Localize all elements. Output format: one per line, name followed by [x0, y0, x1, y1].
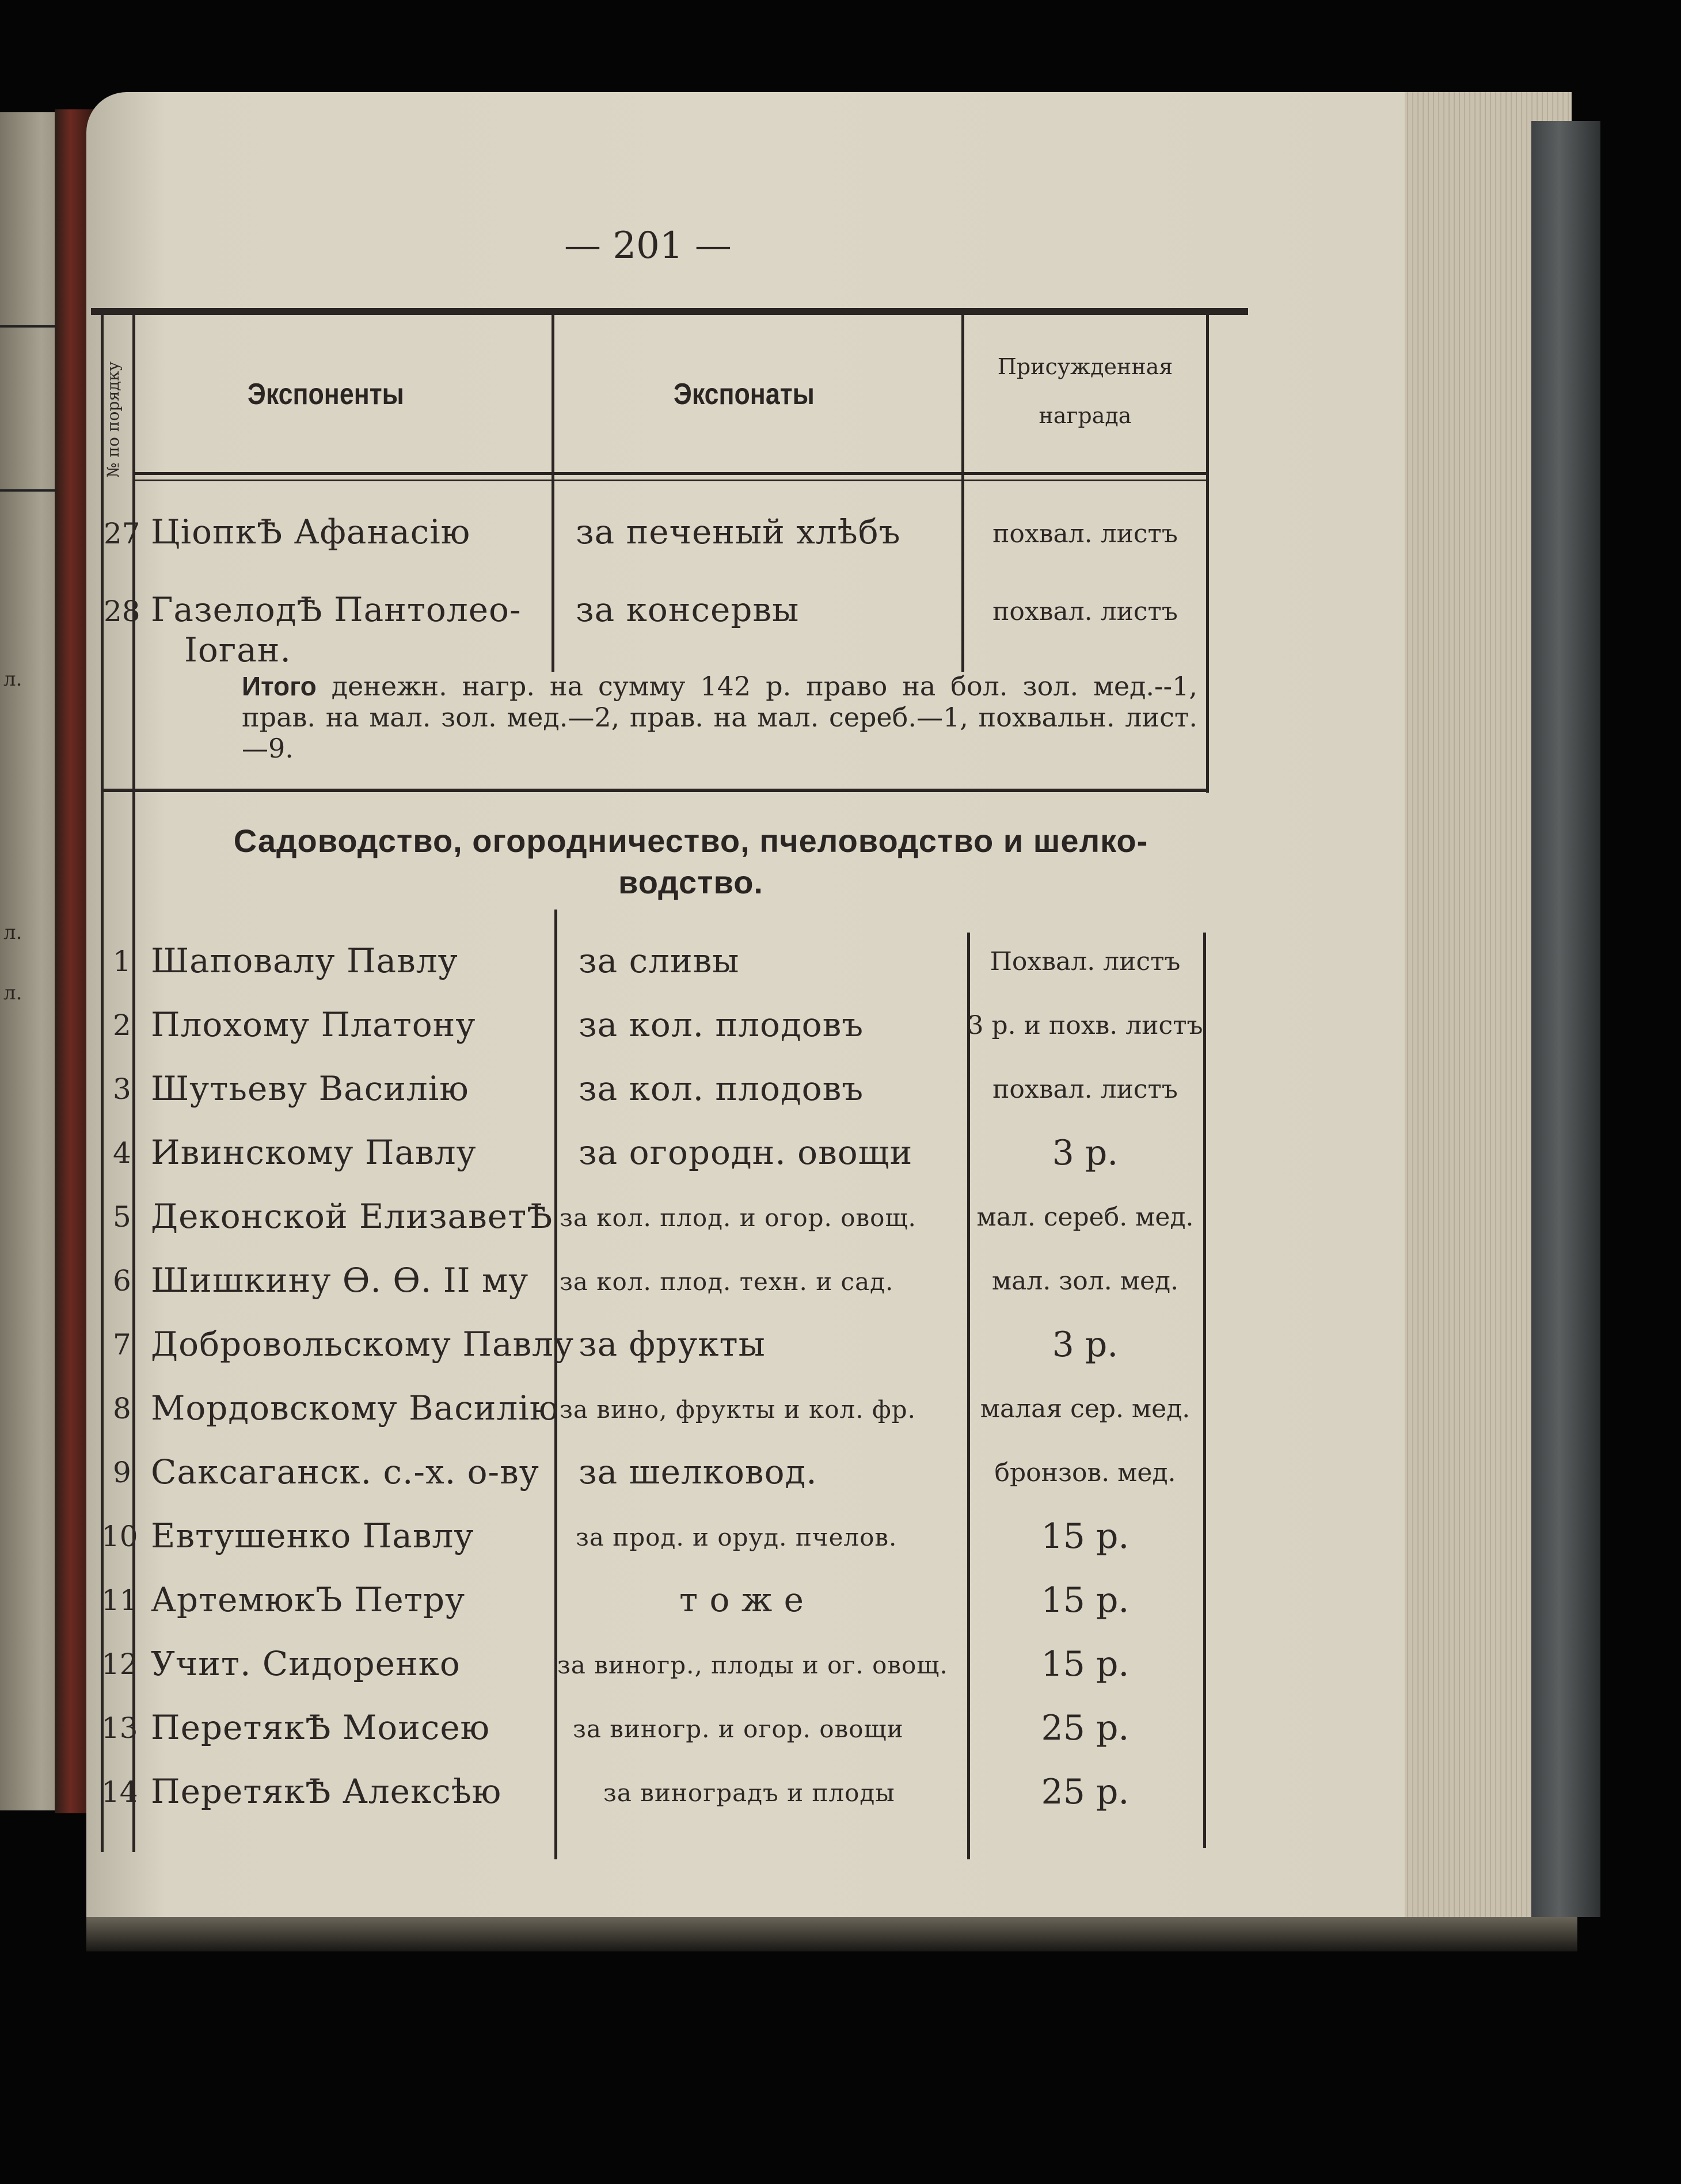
exhibit: за шелковод. [579, 1452, 817, 1491]
row-number: 3 [113, 1072, 131, 1106]
exhibitor-name: Евтушенко Павлу [151, 1516, 474, 1555]
table-row [0, 1325, 1209, 1382]
left-page-fragment: л. [3, 668, 22, 691]
row-number: 27 [104, 517, 140, 550]
table-row [0, 1516, 1209, 1574]
award: малая сер. мед. [980, 1394, 1191, 1424]
exhibit: за огородн. овощи [579, 1133, 913, 1172]
exhibit: за консервы [576, 590, 800, 629]
exhibitor-name: ГазелодѢ Пантолео- [151, 590, 522, 629]
exhibitor-name-continued: Іоган. [184, 630, 291, 669]
row-number: 13 [101, 1711, 138, 1745]
row-number: 10 [101, 1520, 138, 1553]
exhibitor-name: Добровольскому Павлу [151, 1325, 575, 1364]
table-row [0, 1388, 1209, 1446]
section-title-line2: водство. [618, 864, 763, 900]
table-row [0, 590, 1209, 671]
table-row [0, 1005, 1209, 1063]
table-row [0, 1452, 1209, 1510]
award: 3 р. и похв. листъ [967, 1011, 1203, 1040]
exhibit: за сливы [579, 941, 740, 980]
exhibitor-name: ЦіопкѢ Афанасію [151, 512, 471, 551]
table-row [0, 1580, 1209, 1638]
row-number: 4 [113, 1136, 131, 1170]
book-cover [1531, 121, 1600, 1917]
column-header-exhibitors: Экспоненты [248, 378, 404, 411]
row-number: 12 [101, 1647, 138, 1681]
exhibitor-name: ПеретякѢ Алексѣю [151, 1772, 502, 1811]
column-header-exhibits: Экспонаты [674, 378, 815, 411]
table-row [0, 1197, 1209, 1254]
exhibitor-name: Саксаганск. с.-х. о-ву [151, 1452, 539, 1491]
exhibit: за прод. и оруд. пчелов. [576, 1523, 897, 1551]
row-number: 2 [113, 1009, 131, 1042]
column-header-number: № по порядку [104, 361, 123, 478]
exhibitor-name: Плохому Платону [151, 1005, 476, 1044]
exhibit: за кол. плод. техн. и сад. [560, 1268, 894, 1296]
exhibit: за вино, фрукты и кол. фр. [560, 1395, 916, 1424]
award: 25 р. [1041, 1708, 1129, 1748]
page-number: — 201 — [564, 225, 732, 267]
award: Похвал. листъ [990, 947, 1181, 976]
exhibitor-name: Учит. Сидоренко [151, 1644, 461, 1683]
award: мал. зол. мед. [991, 1266, 1179, 1296]
exhibitor-name: ПеретякѢ Моисею [151, 1708, 490, 1747]
book-bottom-shadow [86, 1917, 1577, 1951]
total-label: Итого [242, 671, 317, 701]
exhibitor-name: АртемюкЪ Петру [151, 1580, 466, 1619]
table-row [0, 1772, 1209, 1829]
section-title-line1: Садоводство, огородничество, пчеловодство и шелко- [233, 823, 1148, 859]
header-rule-double [132, 480, 1206, 481]
row-number: 5 [113, 1200, 131, 1234]
award: 25 р. [1041, 1772, 1129, 1812]
award: 15 р. [1041, 1644, 1129, 1684]
row-number: 9 [113, 1456, 131, 1489]
table-row [0, 1069, 1209, 1127]
row-number: 28 [104, 595, 140, 628]
award: бронзов. мед. [994, 1458, 1176, 1487]
table-row [0, 512, 1209, 570]
award: похвал. листъ [992, 1075, 1178, 1104]
exhibit: за виногр., плоды и ог. овощ. [557, 1651, 948, 1679]
exhibitor-name: Мордовскому Василію [151, 1388, 560, 1428]
exhibitor-name: Ивинскому Павлу [151, 1133, 477, 1172]
exhibitor-name: Шаповалу Павлу [151, 941, 458, 980]
exhibit: за кол. плод. и огор. овощ. [560, 1204, 916, 1232]
award: похвал. листъ [992, 519, 1178, 549]
left-page-fragment: л. [3, 921, 22, 944]
left-page-fragment: л. [3, 981, 22, 1005]
table-row [0, 941, 1209, 999]
exhibit: за виноградъ и плоды [603, 1779, 895, 1807]
exhibitor-name: Шишкину Ѳ. Ѳ. II му [151, 1261, 529, 1300]
table-row [0, 1133, 1209, 1190]
section-title [144, 820, 1238, 903]
row-number: 14 [101, 1775, 138, 1809]
exhibit: за печеный хлѣбъ [576, 512, 901, 551]
exhibit: за виногр. и огор. овощи [573, 1715, 904, 1743]
exhibit: за фрукты [579, 1325, 766, 1364]
row-number: 11 [101, 1584, 138, 1617]
award: 3 р. [1052, 1325, 1119, 1365]
exhibit: за кол. плодовъ [579, 1005, 864, 1044]
row-number: 7 [113, 1328, 131, 1361]
award: мал. сереб. мед. [976, 1203, 1194, 1232]
award: похвал. листъ [992, 597, 1178, 626]
row-number: 6 [113, 1264, 131, 1298]
award: 15 р. [1041, 1516, 1129, 1557]
table-top-rule [91, 308, 1248, 315]
row-number: 8 [113, 1392, 131, 1425]
total-text: денежн. нагр. на сумму 142 р. право на бол. зол. мед.--1, прав. на мал. зол. мед.—2, прав. на мал. сереб.—1, похвальн. лист.—9. [242, 671, 1197, 764]
table-row [0, 1261, 1209, 1318]
row-number: 1 [113, 945, 131, 978]
column-header-award-line1: Присужденная [997, 354, 1173, 379]
table-row [0, 1708, 1209, 1766]
section-divider [101, 789, 1206, 792]
exhibitor-name: Шутьеву Василію [151, 1069, 469, 1108]
award: 15 р. [1041, 1580, 1129, 1620]
total-summary [242, 671, 1197, 764]
exhibitor-name: Деконской ЕлизаветѢ [151, 1197, 553, 1236]
table-row [0, 1644, 1209, 1702]
award: 3 р. [1052, 1133, 1119, 1173]
header-rule [132, 472, 1206, 475]
column-header-award-line2: награда [1039, 403, 1132, 428]
exhibit: т о ж е [679, 1580, 804, 1619]
exhibit: за кол. плодовъ [579, 1069, 864, 1108]
